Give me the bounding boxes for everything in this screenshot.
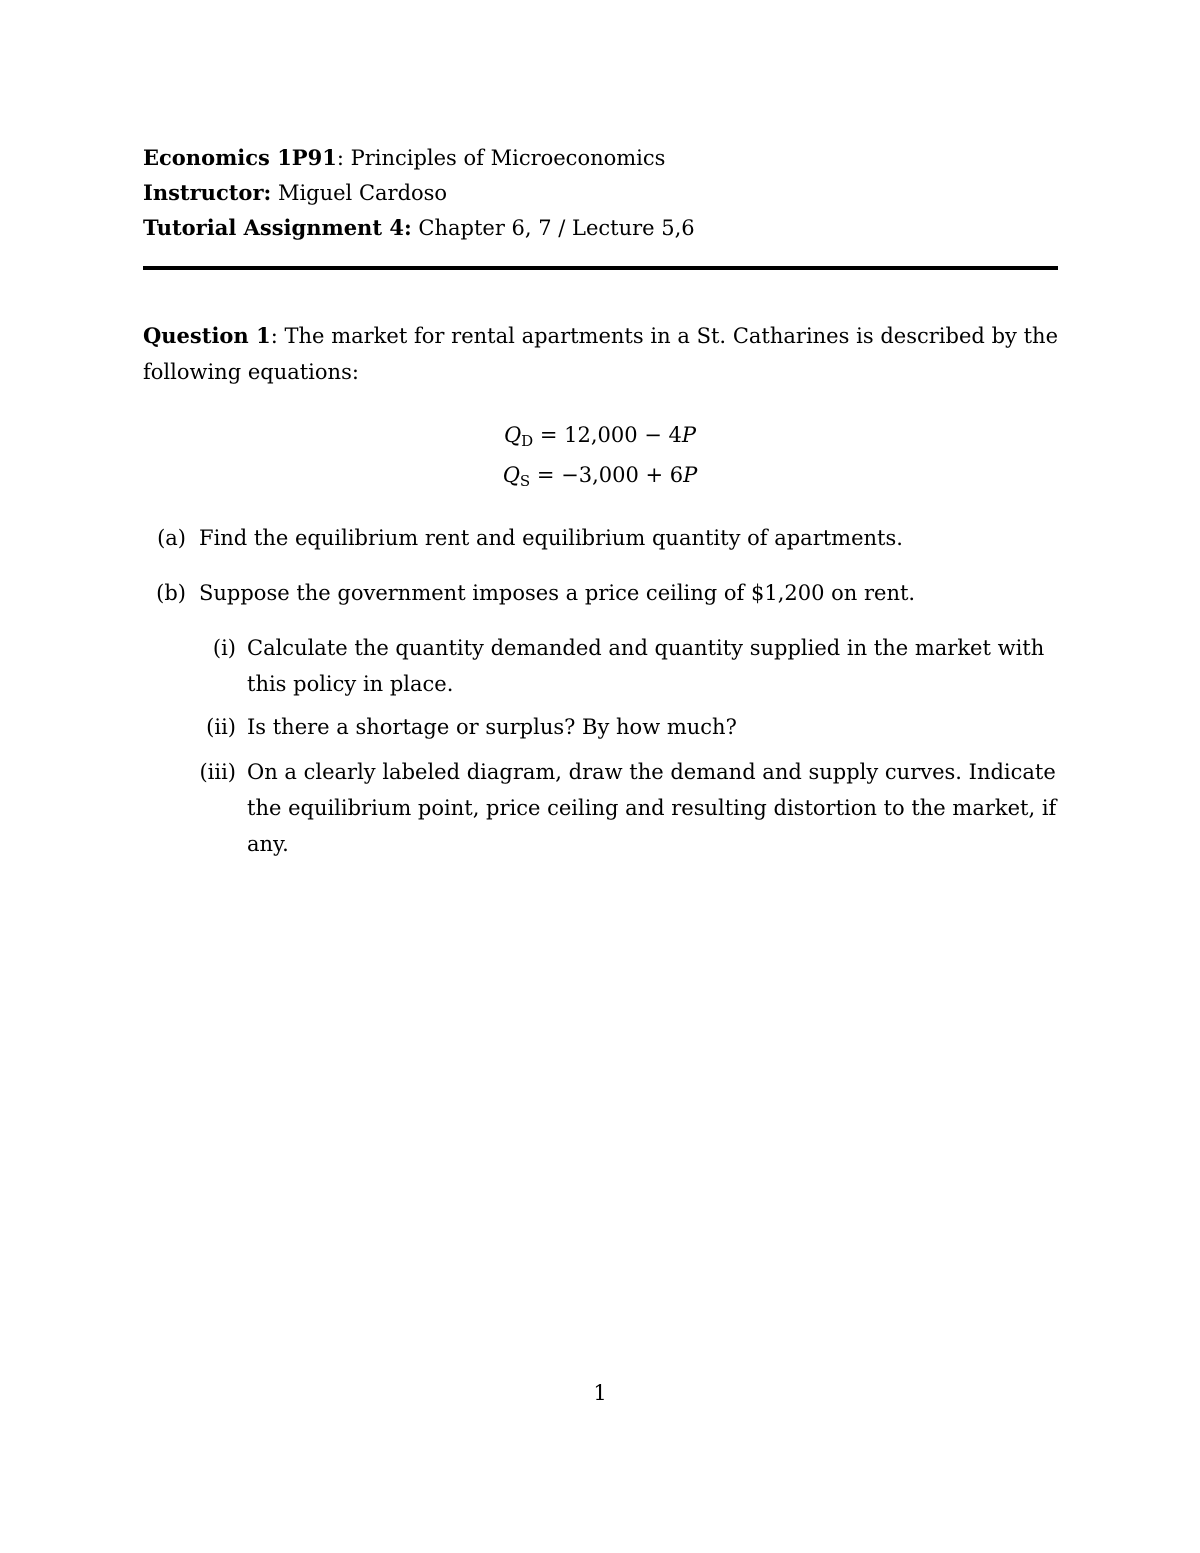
part-b-label: (b) bbox=[156, 581, 186, 605]
page-number: 1 bbox=[593, 1381, 607, 1405]
course-code: Economics 1P91 bbox=[143, 145, 337, 170]
part-b-i bbox=[0, 630, 1200, 702]
part-b-ii-label: (ii) bbox=[206, 715, 236, 739]
part-b-iii bbox=[0, 754, 1200, 856]
demand-var: Q bbox=[503, 423, 522, 447]
part-a-text: Find the equilibrium rent and equilibrium quantity of apartments. bbox=[199, 526, 903, 550]
supply-subscript: S bbox=[519, 472, 531, 490]
instructor-label: Instructor: bbox=[143, 180, 272, 205]
part-b-iii-label: (iii) bbox=[199, 760, 236, 784]
question-label: Question 1 bbox=[143, 323, 271, 348]
part-b-iii-text: On a clearly labeled diagram, draw the demand and supply curves. Indicate the equilibrium point, price ceiling and resulting distortion to the market, if any. bbox=[247, 760, 1057, 856]
supply-price-var: P bbox=[683, 463, 698, 487]
part-b-text: Suppose the government imposes a price ceiling of $1,200 on rent. bbox=[199, 581, 916, 605]
part-b bbox=[0, 575, 1200, 615]
question-text: : The market for rental apartments in a St. Catharines is described by the following equations: bbox=[143, 324, 1058, 384]
instructor-name: Miguel Cardoso bbox=[271, 181, 448, 205]
part-a bbox=[0, 520, 1200, 560]
assignment-detail: Chapter 6, 7 / Lecture 5,6 bbox=[411, 216, 695, 240]
question-1 bbox=[143, 318, 1058, 390]
course-title: : Principles of Microeconomics bbox=[336, 146, 666, 170]
assignment-line bbox=[143, 215, 695, 241]
demand-price-var: P bbox=[681, 423, 697, 447]
demand-equation bbox=[0, 420, 1200, 456]
part-b-ii bbox=[0, 709, 1200, 749]
header-divider bbox=[143, 266, 1058, 270]
part-a-label: (a) bbox=[157, 526, 186, 550]
assignment-label: Tutorial Assignment 4: bbox=[143, 215, 412, 240]
part-b-ii-text: Is there a shortage or surplus? By how much? bbox=[247, 715, 737, 739]
course-line bbox=[143, 145, 665, 171]
supply-equation bbox=[0, 460, 1200, 496]
instructor-line bbox=[143, 180, 447, 206]
part-b-i-label: (i) bbox=[212, 636, 236, 660]
demand-subscript: D bbox=[521, 432, 534, 450]
supply-var: Q bbox=[502, 463, 520, 487]
supply-rhs: = −3,000 + 6 bbox=[530, 463, 684, 487]
part-b-i-text: Calculate the quantity demanded and quantity supplied in the market with this policy in place. bbox=[247, 636, 1045, 696]
demand-rhs: = 12,000 − 4 bbox=[533, 423, 682, 447]
